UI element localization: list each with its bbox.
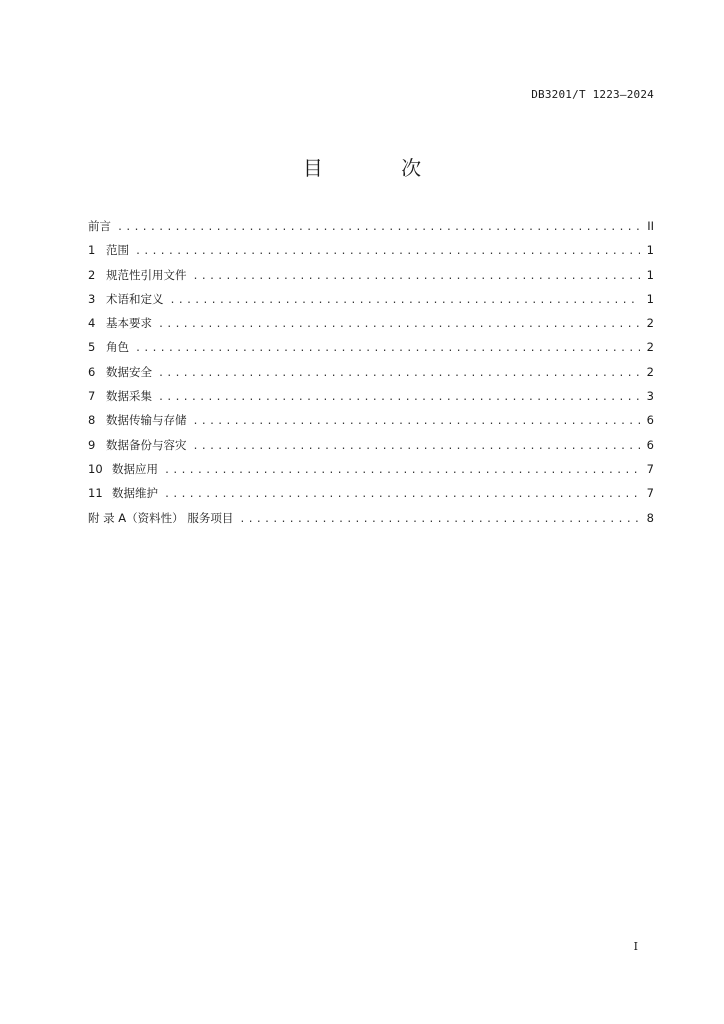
toc-page-number: 3: [646, 389, 654, 404]
toc-leader-dots: [193, 441, 641, 452]
toc-number: 3: [88, 291, 96, 306]
toc-number: 5: [88, 340, 96, 355]
toc-leader-dots: [158, 368, 640, 379]
toc-number: 7: [88, 389, 96, 404]
toc-page-number: 6: [646, 437, 654, 452]
toc-entry-7[interactable]: [88, 388, 654, 412]
toc-entry-foreword[interactable]: [88, 218, 654, 242]
toc-label: 数据备份与容灾: [106, 437, 187, 452]
toc-leader-dots: [193, 416, 641, 427]
toc-page-number: 1: [646, 243, 654, 258]
toc-entry-3[interactable]: [88, 291, 654, 315]
toc-page-number: 7: [646, 461, 654, 476]
toc-entry-2[interactable]: [88, 267, 654, 291]
footer-page-number: I: [633, 940, 638, 953]
toc-leader-dots: [170, 295, 641, 306]
standard-code: DB3201/T 1223—2024: [531, 88, 654, 101]
toc-number: 11: [88, 486, 103, 501]
toc-label: 基本要求: [106, 316, 152, 331]
toc-entry-4[interactable]: [88, 315, 654, 339]
toc-entry-9[interactable]: [88, 437, 654, 461]
toc-page-number: 2: [646, 316, 654, 331]
toc-entry-5[interactable]: [88, 339, 654, 363]
toc-entry-8[interactable]: [88, 412, 654, 436]
toc-entry-appendix-a[interactable]: [88, 510, 654, 534]
toc-label: 角色: [106, 340, 129, 355]
toc-entry-11[interactable]: [88, 485, 654, 509]
toc-page-number: 6: [646, 413, 654, 428]
toc-number: 4: [88, 316, 96, 331]
toc-number: 8: [88, 413, 96, 428]
toc-number: 6: [88, 364, 96, 379]
toc-page-number: 8: [646, 510, 654, 525]
toc-entry-1[interactable]: [88, 242, 654, 266]
toc-label: 前言: [88, 219, 111, 233]
page-title: 目 次: [302, 156, 458, 180]
toc-label: 范围: [106, 243, 129, 258]
toc-leader-dots: [135, 246, 640, 257]
toc-entry-6[interactable]: [88, 364, 654, 388]
toc-label: 附 录 A（资料性） 服务项目: [88, 510, 234, 525]
toc-number: 1: [88, 243, 96, 258]
toc-leader-dots: [158, 392, 640, 403]
toc-number: 9: [88, 437, 96, 452]
toc-label: 数据应用: [112, 461, 158, 476]
toc-page-number: 2: [646, 340, 654, 355]
toc-page-number: II: [647, 219, 654, 233]
toc-entry-10[interactable]: [88, 461, 654, 485]
toc-page-number: 7: [646, 486, 654, 501]
toc-leader-dots: [135, 343, 640, 354]
toc-leader-dots: [117, 222, 640, 233]
toc-page-number: 1: [646, 267, 654, 282]
table-of-contents: [88, 218, 654, 534]
toc-label: 数据采集: [106, 389, 152, 404]
toc-page-number: 1: [646, 291, 654, 306]
toc-label: 数据传输与存储: [106, 413, 187, 428]
toc-page-number: 2: [646, 364, 654, 379]
toc-leader-dots: [164, 489, 640, 500]
toc-leader-dots: [158, 319, 640, 330]
toc-label: 数据维护: [112, 486, 158, 501]
toc-number: 10: [88, 461, 103, 476]
toc-label: 规范性引用文件: [106, 267, 187, 282]
toc-label: 数据安全: [106, 364, 152, 379]
toc-leader-dots: [193, 271, 641, 282]
toc-leader-dots: [239, 514, 640, 525]
toc-label: 术语和定义: [106, 291, 164, 306]
toc-leader-dots: [164, 465, 640, 476]
toc-number: 2: [88, 267, 96, 282]
